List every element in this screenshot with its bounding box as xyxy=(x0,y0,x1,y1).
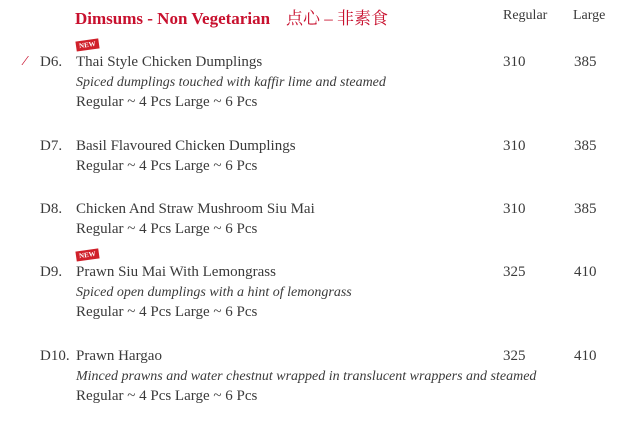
price-regular: 325 xyxy=(503,348,526,364)
section-title xyxy=(75,4,388,29)
price-regular: 310 xyxy=(503,54,526,70)
item-code: D8. xyxy=(40,201,63,217)
price-large: 410 xyxy=(574,348,597,364)
price-regular: 310 xyxy=(503,201,526,217)
item-name: Thai Style Chicken Dumplings xyxy=(76,54,263,70)
item-portions: Regular ~ 4 Pcs Large ~ 6 Pcs xyxy=(76,304,258,320)
item-description: Spiced open dumplings with a hint of lemongrass xyxy=(76,285,352,300)
item-description: Spiced dumplings touched with kaffir lime and steamed xyxy=(76,75,386,90)
price-large: 410 xyxy=(574,264,597,280)
item-description: Minced prawns and water chestnut wrapped in translucent wrappers and steamed xyxy=(76,369,537,384)
item-name: Prawn Hargao xyxy=(76,348,162,364)
new-badge: NEW xyxy=(75,248,99,261)
price-regular: 325 xyxy=(503,264,526,280)
section-title-cn: 点心 – 非素食 xyxy=(286,9,389,28)
column-header-regular: Regular xyxy=(503,8,548,23)
price-large: 385 xyxy=(574,201,597,217)
item-portions: Regular ~ 4 Pcs Large ~ 6 Pcs xyxy=(76,94,258,110)
price-large: 385 xyxy=(574,54,597,70)
item-name: Prawn Siu Mai With Lemongrass xyxy=(76,264,276,280)
item-code: D9. xyxy=(40,264,63,280)
item-name: Basil Flavoured Chicken Dumplings xyxy=(76,138,296,154)
item-code: D10. xyxy=(40,348,70,364)
price-large: 385 xyxy=(574,138,597,154)
section-title-en: Dimsums - Non Vegetarian xyxy=(75,9,271,28)
new-badge: NEW xyxy=(75,38,99,51)
item-name: Chicken And Straw Mushroom Siu Mai xyxy=(76,201,315,217)
item-portions: Regular ~ 4 Pcs Large ~ 6 Pcs xyxy=(76,388,258,404)
item-code: D7. xyxy=(40,138,63,154)
item-portions: Regular ~ 4 Pcs Large ~ 6 Pcs xyxy=(76,221,258,237)
item-code: D6. xyxy=(40,54,63,70)
item-portions: Regular ~ 4 Pcs Large ~ 6 Pcs xyxy=(76,158,258,174)
price-regular: 310 xyxy=(503,138,526,154)
chili-icon: ⁄ xyxy=(24,54,27,69)
column-header-large: Large xyxy=(573,8,606,23)
